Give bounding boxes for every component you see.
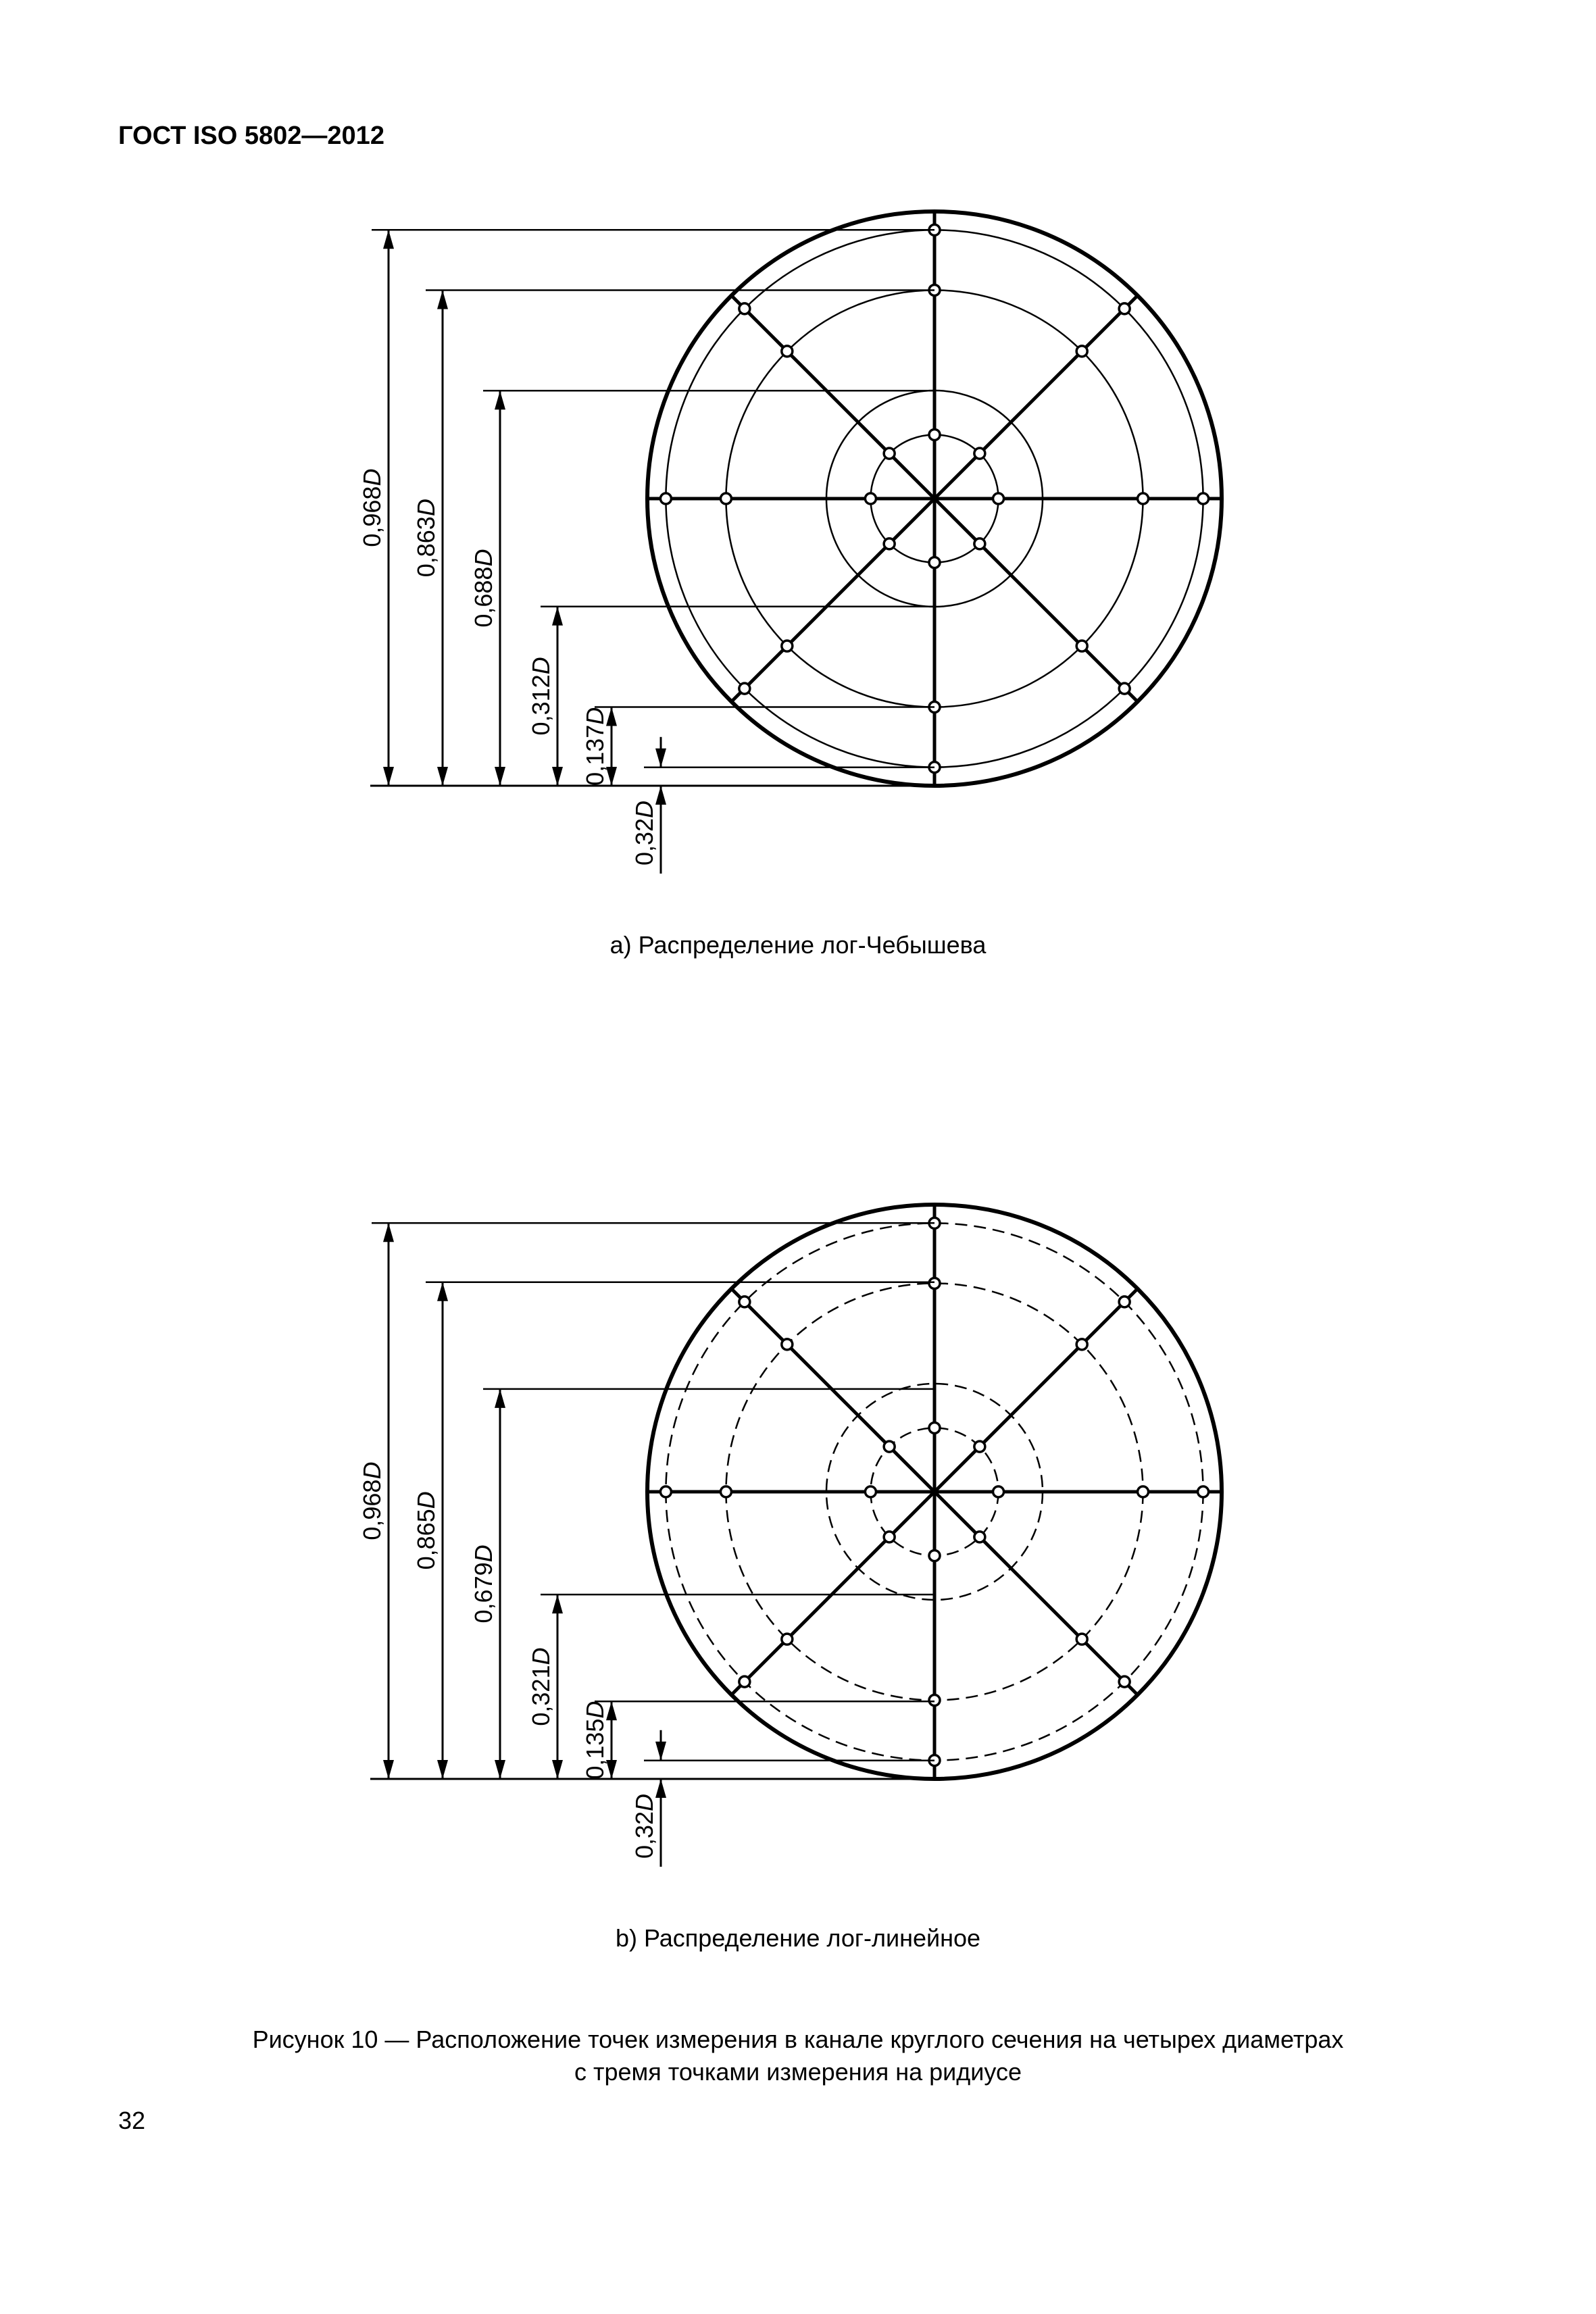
figure-caption-line-2: с тремя точками измерения на ридиусе [574,2058,1022,2086]
measurement-point-3 [993,1486,1004,1497]
figure-a-caption: а) Распределение лог-Чебышева [609,931,987,959]
measurement-point-15 [865,1486,876,1497]
measurement-point-1 [1198,1486,1209,1497]
dimension-label-2: 0,865D [412,1491,440,1570]
dimension-arrow-top-1 [383,1223,394,1242]
dimension-arrow-top-3 [495,391,505,409]
dimension-arrow-top-6 [655,1742,666,1761]
measurement-point-15 [865,493,876,504]
measurement-point-22 [1119,1297,1130,1307]
figure-b-log-linear [0,1196,1596,1926]
measurement-point-16 [739,303,750,314]
figure-caption-line-1: Рисунок 10 — Расположение точек измерения в канале круглого сечения на четырех диаметрах [252,2026,1344,2053]
measurement-point-11 [782,640,793,651]
measurement-point-10 [739,683,750,694]
measurement-point-14 [720,493,731,504]
measurement-point-14 [720,1486,731,1497]
dimension-arrow-bottom-2 [437,767,448,786]
dimension-label-2: 0,863D [412,499,440,578]
dimension-arrow-top-2 [437,290,448,309]
dimension-label-4: 0,321D [527,1647,555,1726]
measurement-point-1 [1198,493,1209,504]
figure-b-drawing [0,1196,1596,1926]
figure-a-log-chebyshev [0,203,1596,932]
dimension-arrow-bottom-2 [437,1760,448,1779]
measurement-point-24 [974,448,985,459]
dimension-label-5: 0,137D [581,707,609,786]
page-number: 32 [118,2107,146,2134]
measurement-point-2 [1138,1486,1149,1497]
dimension-arrow-top-4 [552,607,563,626]
dimension-arrow-bottom-1 [383,1760,394,1779]
document-header: ГОСТ ISO 5802—2012 [118,122,384,150]
dimension-arrow-bottom-3 [495,767,505,786]
measurement-point-18 [884,1441,895,1452]
figure-b-caption: b) Распределение лог-линейное [615,1924,981,1952]
measurement-point-10 [739,1676,750,1687]
measurement-point-23 [1076,1339,1087,1350]
dimension-label-1: 0,968D [358,1461,386,1540]
dimension-label-4: 0,312D [527,657,555,736]
dimension-label-1: 0,968D [358,468,386,547]
figure-caption [0,2023,1596,2088]
dimension-arrow-top-2 [437,1282,448,1301]
measurement-point-4 [1119,1676,1130,1687]
dimension-arrow-bottom-4 [552,1760,563,1779]
measurement-point-21 [929,429,940,440]
measurement-point-2 [1138,493,1149,504]
dimension-label-5: 0,135D [581,1701,609,1780]
measurement-point-8 [929,1695,940,1706]
dimension-label-3: 0,688D [470,549,497,628]
measurement-point-20 [929,1278,940,1288]
measurement-point-22 [1119,303,1130,314]
measurement-point-6 [974,1532,985,1542]
dimension-label-6: 0,32D [630,1793,658,1859]
measurement-point-17 [782,1339,793,1350]
measurement-point-24 [974,1441,985,1452]
dimension-arrow-bottom-3 [495,1760,505,1779]
measurement-point-11 [782,1634,793,1644]
measurement-point-5 [1076,640,1087,651]
measurement-point-16 [739,1297,750,1307]
measurement-point-5 [1076,1634,1087,1644]
measurement-point-18 [884,448,895,459]
measurement-point-9 [929,1551,940,1561]
dimension-arrow-top-6 [655,749,666,768]
measurement-point-17 [782,346,793,357]
measurement-point-3 [993,493,1004,504]
measurement-point-12 [884,1532,895,1542]
measurement-point-4 [1119,683,1130,694]
figure-a-drawing [0,203,1596,932]
dimension-arrow-bottom-1 [383,767,394,786]
dimension-arrow-bottom-4 [552,767,563,786]
dimension-label-6: 0,32D [630,800,658,866]
measurement-point-13 [660,1486,671,1497]
measurement-point-13 [660,493,671,504]
measurement-point-21 [929,1422,940,1433]
measurement-point-23 [1076,346,1087,357]
measurement-point-9 [929,557,940,568]
measurement-point-12 [884,538,895,549]
measurement-point-6 [974,538,985,549]
dimension-arrow-top-1 [383,230,394,249]
dimension-arrow-top-3 [495,1389,505,1408]
dimension-arrow-top-4 [552,1594,563,1613]
dimension-label-3: 0,679D [470,1544,497,1624]
